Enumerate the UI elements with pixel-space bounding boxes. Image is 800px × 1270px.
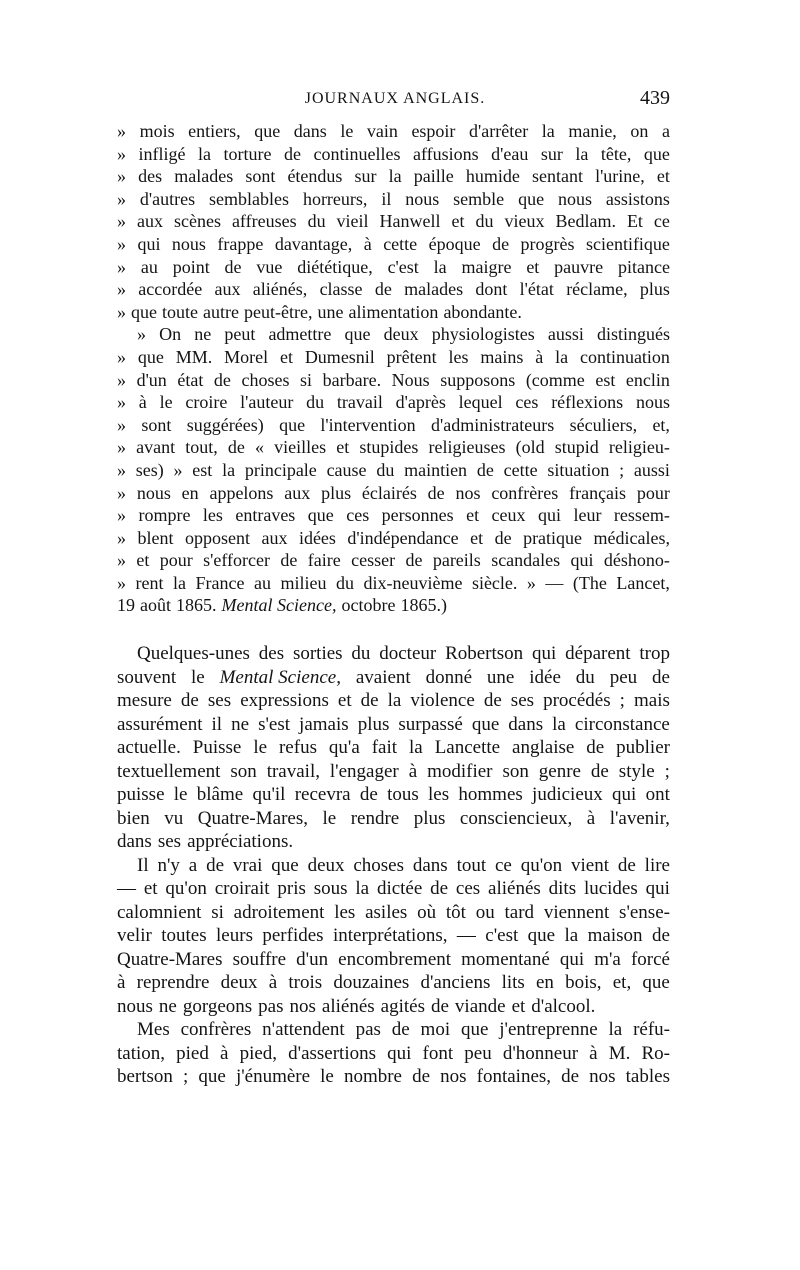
quote-line: 19 août 1865. Mental Science, octobre 1865.)	[117, 595, 447, 616]
body-line: Il n'y a de vrai que deux choses dans tout ce qu'on vient de lire	[137, 854, 670, 876]
body-line: nous ne gorgeons pas nos aliénés agités de viande et d'alcool.	[117, 995, 596, 1017]
quote-line: » et pour s'efforcer de faire cesser de pareils scandales qui déshono-	[117, 550, 670, 571]
body-line: actuelle. Puisse le refus qu'a fait la Lancette anglaise de publier	[117, 737, 670, 759]
quote-line: » à le croire l'auteur du travail d'après lequel ces réflexions nous	[117, 392, 670, 413]
paragraph-gap	[117, 617, 670, 642]
quote-line: » aux scènes affreuses du vieil Hanwell et du vieux Bedlam. Et ce	[117, 211, 670, 232]
quote-line: » rompre les entraves que ces personnes et ceux qui leur ressem-	[117, 505, 670, 526]
quote-line: » avant tout, de « vieilles et stupides religieuses (old stupid religieu-	[117, 437, 670, 458]
quote-line: » qui nous frappe davantage, à cette époque de progrès scientifique	[117, 233, 670, 254]
body-text-block	[117, 642, 670, 1089]
quote-line: » sont suggérées) que l'intervention d'administrateurs séculiers, et,	[117, 414, 670, 435]
quote-line: » d'un état de choses si barbare. Nous supposons (comme est enclin	[117, 369, 670, 390]
quote-line: » mois entiers, que dans le vain espoir d'arrêter la manie, on a	[117, 121, 670, 141]
quote-line: » ses) » est la principale cause du maintien de cette situation ; aussi	[117, 459, 670, 480]
quote-line: » On ne peut admettre que deux physiologistes aussi distingués	[137, 324, 670, 345]
body-line: Mes confrères n'attendent pas de moi que j'entreprenne la réfu-	[137, 1019, 670, 1041]
body-line: tation, pied à pied, d'assertions qui font peu d'honneur à M. Ro-	[117, 1042, 670, 1064]
body-line: — et qu'on croirait pris sous la dictée de ces aliénés dits lucides qui	[117, 878, 670, 900]
body-line: velir toutes leurs perfides interprétations, — c'est que la maison de	[117, 925, 670, 947]
quote-line: » au point de vue diététique, c'est la maigre et pauvre pitance	[117, 256, 670, 277]
body-line: Quelques-unes des sorties du docteur Robertson qui déparent trop	[137, 643, 670, 665]
body-line: Quatre-Mares souffre d'un encombrement momentané qui m'a forcé	[117, 948, 670, 970]
quote-line: » infligé la torture de continuelles affusions d'eau sur la tête, que	[117, 143, 670, 164]
running-head	[120, 87, 670, 118]
body-line: calomnient si adroitement les asiles où tôt ou tard viennent s'ense-	[117, 901, 670, 923]
text-block	[117, 120, 670, 1089]
body-line: dans ses appréciations.	[117, 831, 294, 853]
quote-line: » que MM. Morel et Dumesnil prêtent les mains à la continuation	[117, 346, 670, 367]
quote-line: » que toute autre peut-être, une alimentation abondante.	[117, 301, 522, 322]
body-line: mesure de ses expressions et de la violence de ses procédés ; mais	[117, 690, 670, 712]
quote-line: » blent opposent aux idées d'indépendance et de pratique médicales,	[117, 527, 670, 548]
body-line: assurément il ne s'est jamais plus surpassé que dans la circonstance	[117, 713, 670, 735]
body-line: bertson ; que j'énumère le nombre de nos fontaines, de nos tables	[117, 1066, 670, 1088]
body-line: textuellement son travail, l'engager à modifier son genre de style ;	[117, 760, 670, 782]
quote-line: » des malades sont étendus sur la paille humide sentant l'urine, et	[117, 166, 670, 187]
quote-line: » nous en appelons aux plus éclairés de nos confrères français pour	[117, 482, 670, 503]
body-line: bien vu Quatre-Mares, le rendre plus consciencieux, à l'avenir,	[117, 807, 670, 829]
body-line: puisse le blâme qu'il recevra de tous les hommes judicieux qui ont	[117, 784, 670, 806]
page-number: 439	[640, 87, 670, 109]
body-line: à reprendre deux à trois douzaines d'anciens lits en bois, et, que	[117, 972, 670, 994]
body-line: souvent le Mental Science, avaient donné une idée du peu de	[117, 666, 670, 688]
quote-line: » rent la France au milieu du dix-neuvième siècle. » — (The Lancet,	[117, 572, 670, 593]
running-title: JOURNAUX ANGLAIS.	[304, 90, 486, 107]
quote-line: » accordée aux aliénés, classe de malades dont l'état réclame, plus	[117, 279, 670, 300]
quotation-block	[117, 120, 670, 617]
quote-line: » d'autres semblables horreurs, il nous semble que nous assistons	[117, 188, 670, 209]
